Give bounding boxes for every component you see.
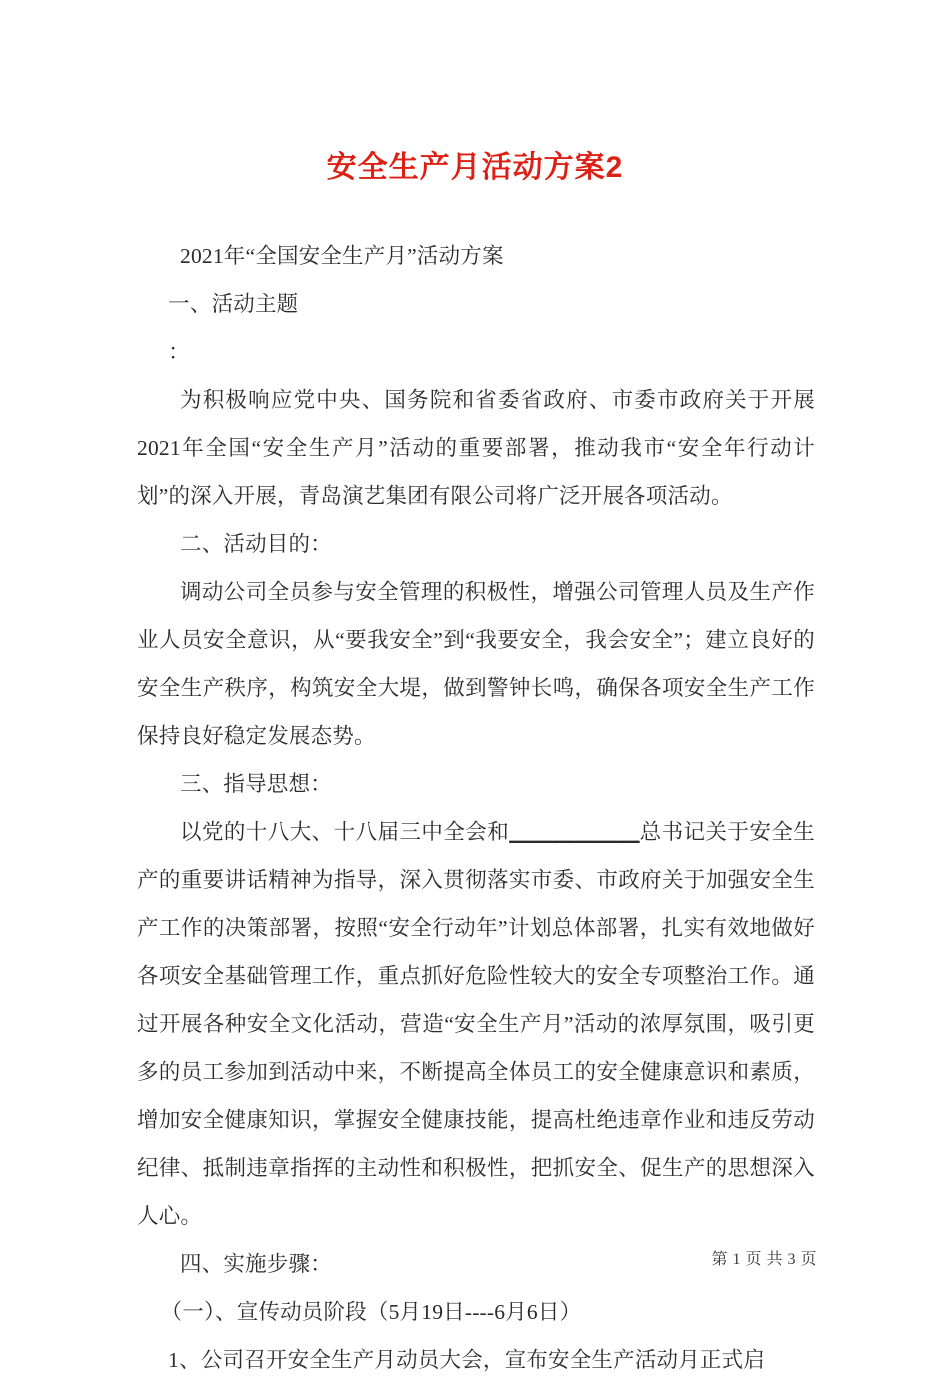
heading-section-three: 三、指导思想： xyxy=(180,772,332,796)
page-footer: 第 1 页 共 3 页 xyxy=(711,1251,817,1268)
heading-section-four: 四、实施步骤： xyxy=(180,1252,332,1276)
paragraph-section-one-body: 为积极响应党中央、国务院和省委省政府、市委市政府关于开展2021年全国“安全生产月”活动的重要部署，推动我市“安全年行动计划”的深入开展，青岛演艺集团有限公司将广泛开展各项活动。 xyxy=(137,388,815,508)
paragraph-colon: ： xyxy=(168,340,190,364)
heading-subsection-one: （一）、宣传动员阶段（5月19日----6月6日） xyxy=(160,1300,582,1324)
redacted-blank: ＿＿＿＿＿＿ xyxy=(509,820,640,844)
paragraph-section-two-body: 调动公司全员参与安全管理的积极性，增强公司管理人员及生产作业人员安全意识，从“要我安全”到“我要安全，我会安全”；建立良好的安全生产秩序，构筑安全大堤，做到警钟长鸣，确保各项安全生产工作保持良好稳定发展态势。 xyxy=(137,580,815,748)
heading-section-two: 二、活动目的： xyxy=(180,532,332,556)
paragraph-section-three-part-two: 总书记关于安全生产的重要讲话精神为指导，深入贯彻落实市委、市政府关于加强安全生产工作的决策部署，按照“安全行动年”计划总体部署，扎实有效地做好各项安全基础管理工作，重点抓好危险性较大的安全专项整治工作。通过开展各种安全文化活动，营造“安全生产月”活动的浓厚氛围，吸引更多的员工参加到活动中来，不断提高全体员工的安全健康意识和素质，增加安全健康知识，掌握安全健康技能，提高杜绝违章作业和违反劳动纪律、抵制违章指挥的主动性和积极性，把抓安全、促生产的思想深入人心。 xyxy=(137,820,815,1228)
heading-section-one: 一、活动主题 xyxy=(168,292,299,316)
document-body xyxy=(137,232,815,1384)
page-title: 安全生产月活动方案2 xyxy=(326,151,624,185)
paragraph-section-three-body xyxy=(137,808,815,1240)
paragraph-section-three-part-one: 以党的十八大、十八届三中全会和 xyxy=(180,820,510,844)
paragraph-subtitle: 2021年“全国安全生产月”活动方案 xyxy=(180,244,504,268)
list-item-one: 1、公司召开安全生产月动员大会，宣布安全生产活动月正式启 xyxy=(168,1348,766,1372)
